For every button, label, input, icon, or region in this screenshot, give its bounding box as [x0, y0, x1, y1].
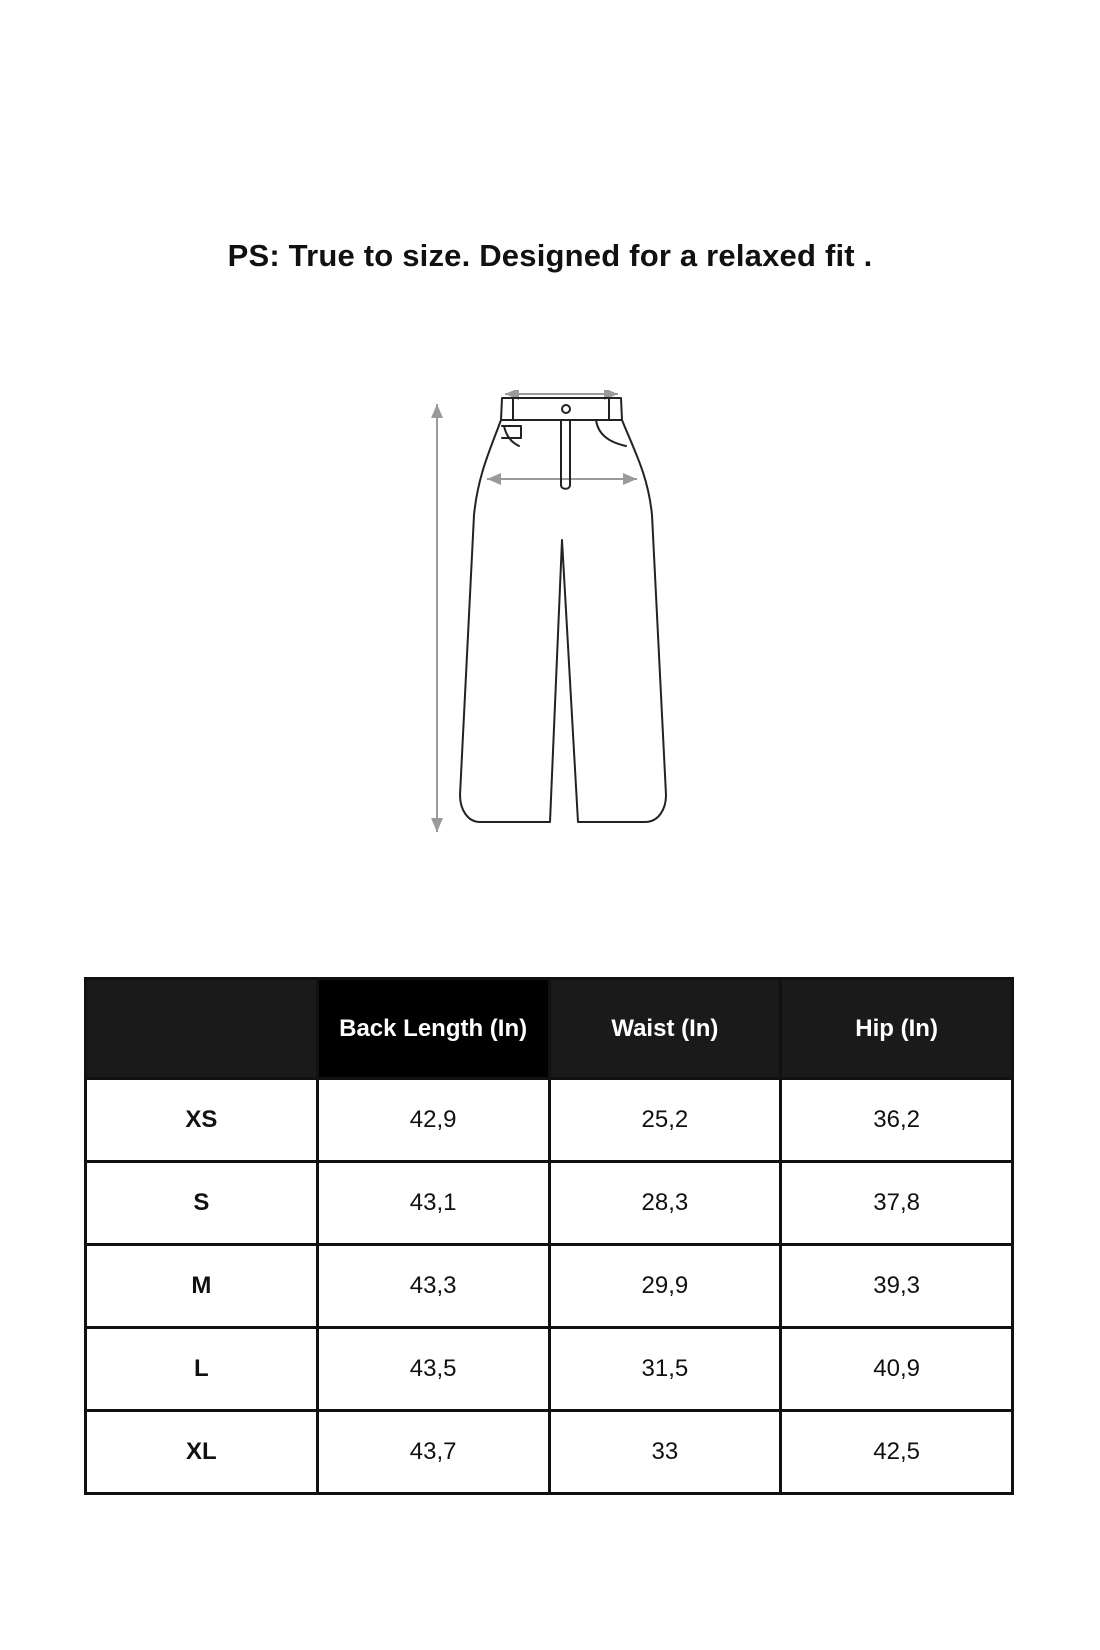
table-row	[86, 1079, 1013, 1162]
size-label: M	[86, 1245, 318, 1328]
hip-value: 40,9	[781, 1328, 1013, 1411]
hip-value: 36,2	[781, 1079, 1013, 1162]
header-waist: Waist (In)	[549, 979, 781, 1079]
waist-value: 25,2	[549, 1079, 781, 1162]
waist-value: 28,3	[549, 1162, 781, 1245]
back-length-value: 42,9	[317, 1079, 549, 1162]
back-length-value: 43,5	[317, 1328, 549, 1411]
hip-value: 42,5	[781, 1411, 1013, 1494]
back-length-value: 43,7	[317, 1411, 549, 1494]
table-row	[86, 1245, 1013, 1328]
size-label: XS	[86, 1079, 318, 1162]
pants-outline	[460, 420, 666, 822]
waist-value: 31,5	[549, 1328, 781, 1411]
header-size	[86, 979, 318, 1079]
waist-value: 33	[549, 1411, 781, 1494]
back-length-value: 43,3	[317, 1245, 549, 1328]
header-back-length: Back Length (In)	[317, 979, 549, 1079]
back-length-value: 43,1	[317, 1162, 549, 1245]
size-label: L	[86, 1328, 318, 1411]
waist-value: 29,9	[549, 1245, 781, 1328]
right-pocket	[596, 420, 626, 446]
left-pocket	[504, 426, 519, 446]
hip-value: 39,3	[781, 1245, 1013, 1328]
size-chart-table	[84, 977, 1014, 1495]
size-label: XL	[86, 1411, 318, 1494]
button	[562, 405, 570, 413]
table-header-row	[86, 979, 1013, 1079]
table-row	[86, 1411, 1013, 1494]
header-hip: Hip (In)	[781, 979, 1013, 1079]
table-row	[86, 1328, 1013, 1411]
fit-note: PS: True to size. Designed for a relaxed fit .	[227, 238, 873, 273]
pants-measurement-icon	[420, 390, 700, 870]
size-label: S	[86, 1162, 318, 1245]
hip-value: 37,8	[781, 1162, 1013, 1245]
table-row	[86, 1162, 1013, 1245]
